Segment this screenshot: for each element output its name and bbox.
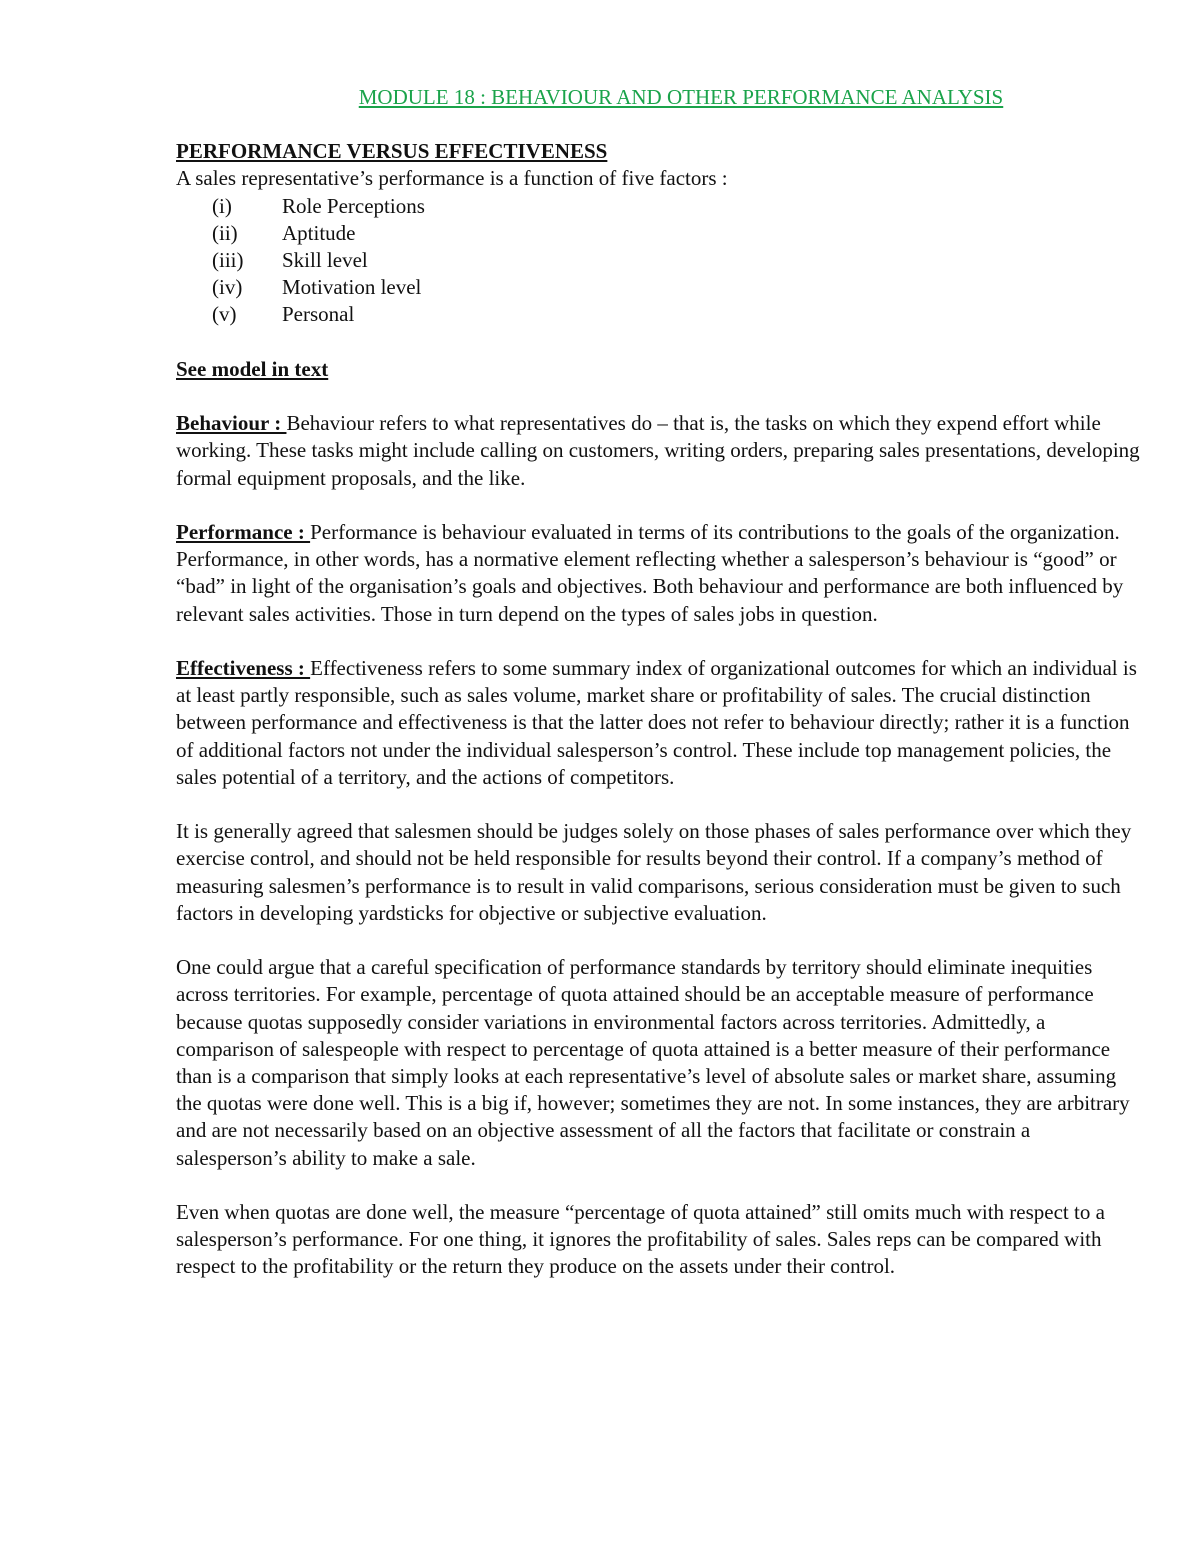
intro-text: A sales representative’s performance is a function of five factors : (176, 166, 728, 191)
effectiveness-text: Effectiveness refers to some summary index of organizational outcomes for which an individual is at least partly responsible, such as sales volume, market share or profitability of sales. The crucial distinction between performance and effectiveness is that the latter does not refer to behaviour directly; rather it is a function of additional factors not under the individual salesperson’s control. These include top management policies, the sales potential of a territory, and the actions of competitors. (176, 656, 1137, 789)
spacer (176, 329, 1146, 356)
spacer (176, 492, 1146, 519)
list-label: Skill level (282, 248, 368, 273)
behaviour-term: Behaviour : (176, 411, 287, 436)
document-page (176, 84, 1146, 1281)
body-paragraph: Even when quotas are done well, the measure “percentage of quota attained” still omits much with respect to a salesperson’s performance. For one thing, it ignores the profitability of sales. Sales reps can be compared with respect to the profitability or the return they produce on the assets under their control. (176, 1200, 1105, 1279)
list-number: (v) (212, 302, 237, 327)
list-label: Personal (282, 302, 355, 327)
spacer (176, 1172, 1146, 1199)
performance-term: Performance : (176, 520, 311, 544)
list-number: (i) (212, 193, 232, 218)
spacer (176, 111, 1146, 138)
list-item (176, 301, 1146, 328)
see-model-heading: See model in text (176, 356, 329, 381)
list-item (176, 193, 1146, 220)
list-label: Role Perceptions (282, 193, 425, 218)
effectiveness-term: Effectiveness : (176, 656, 311, 680)
list-number: (ii) (212, 220, 238, 245)
list-item (176, 220, 1146, 247)
factor-list (176, 193, 1146, 329)
behaviour-paragraph (176, 410, 1146, 492)
section-heading: PERFORMANCE VERSUS EFFECTIVENESS (176, 139, 608, 164)
spacer (176, 791, 1146, 818)
performance-text: Performance is behaviour evaluated in terms of its contributions to the goals of the organization. Performance, in other words, has a normative element reflecting whether a salesperson’s behaviour is “good” or “bad” in light of the organisation’s goals and objectives. Both behaviour and performance are both influenced by relevant sales activities. Those in turn depend on the types of sales jobs in question. (176, 520, 1124, 626)
spacer (176, 383, 1146, 410)
spacer (176, 927, 1146, 954)
performance-paragraph (176, 519, 1146, 628)
list-item (176, 274, 1146, 301)
module-title: MODULE 18 : BEHAVIOUR AND OTHER PERFORMANCE ANALYSIS (358, 85, 1004, 109)
effectiveness-paragraph (176, 655, 1146, 791)
list-item (176, 247, 1146, 274)
body-paragraph: One could argue that a careful specification of performance standards by territory should eliminate inequities across territories. For example, percentage of quota attained should be an acceptable measure of performance because quotas supposedly consider variations in environmental factors across territories. Admittedly, a comparison of salespeople with respect to percentage of quota attained is a better measure of their performance than is a comparison that simply looks at each representative’s level of absolute sales or market share, assuming the quotas were done well. This is a big if, however; sometimes they are not. In some instances, they are arbitrary and are not necessarily based on an objective assessment of all the factors that facilitate or constrain a salesperson’s ability to make a sale. (176, 955, 1130, 1170)
list-label: Aptitude (282, 220, 356, 245)
spacer (176, 628, 1146, 655)
body-paragraph: It is generally agreed that salesmen should be judges solely on those phases of sales performance over which they exercise control, and should not be held responsible for results beyond their control. If a company’s method of measuring salesmen’s performance is to result in valid comparisons, serious consideration must be given to such factors in developing yardsticks for objective or subjective evaluation. (176, 819, 1132, 925)
list-number: (iii) (212, 248, 244, 273)
behaviour-text: Behaviour refers to what representatives do – that is, the tasks on which they expend effort while working. These tasks might include calling on customers, writing orders, preparing sales presentations, developing formal equipment proposals, and the like. (176, 411, 1140, 490)
list-number: (iv) (212, 275, 243, 300)
list-label: Motivation level (282, 275, 422, 300)
